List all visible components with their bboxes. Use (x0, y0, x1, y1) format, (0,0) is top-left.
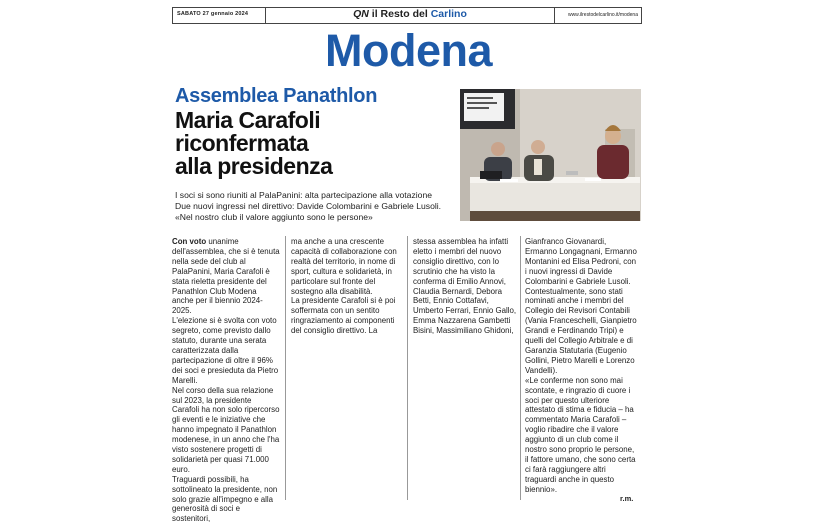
summary-line: «Nel nostro club il valore aggiunto sono le persone» (175, 212, 373, 222)
paragraph: unanime dell'assemblea, che si è tenuta nella sede del club al PalaPanini, Maria Carafoli è stata rieletta presidente del Panathlon Club Modena anche per il biennio 2024-2025. (172, 237, 280, 316)
summary-line: I soci si sono riuniti al PalaPanini: alta partecipazione alla votazione (175, 190, 433, 200)
section-title: Modena (324, 25, 492, 76)
article-column-4 (525, 237, 638, 495)
logo-il-resto-del: il Resto del (371, 8, 428, 20)
masthead (172, 7, 642, 24)
paragraph: Gianfranco Giovanardi, Ermanno Longagnani, Ermanno Montanini ed Elisa Pedroni, con i nuovi ingressi di Davide Colombarini e Gabriele Lusoli. Contestualmente, sono stati nominati anche i membri del Collegio dei Revisori Contabili (Vania Franceschelli, Gianpietro Grandi e Ferdinando Tripi) e quelli del Collegio Arbitrale e di Garanzia Statutaria (Eugenio Gollini, Pietro Marelli e Lorenzo Vandelli). (525, 237, 637, 375)
article-column-1 (172, 237, 280, 524)
paragraph: Traguardi possibili, ha sottolineato la presidente, non solo grazie all'impegno e alla generosità di soci e sostenitori, (172, 474, 278, 524)
paragraph: ma anche a una crescente capacità di collaborazione con realtà del territorio, in nome di sport, cultura e solidarietà, in particolare sul fronte del sostegno alla disabilità. (291, 237, 397, 296)
article-headline (175, 109, 460, 178)
issue-date: SABATO 27 gennaio 2024 (177, 11, 249, 17)
article-kicker: Assemblea Panathlon (175, 85, 378, 107)
summary-line: Due nuovi ingressi nel direttivo: Davide Colombarini e Gabriele Lusoli. (175, 201, 442, 211)
column-divider (520, 236, 521, 500)
column-divider (285, 236, 286, 500)
article-photo (460, 89, 641, 221)
headline-line: Maria Carafoli (175, 107, 321, 133)
headline-line: alla presidenza (175, 153, 333, 179)
website-url: www.ilrestodelcarlino.it/modena (567, 12, 638, 18)
paragraph: L'elezione si è svolta con voto segreto, come previsto dallo statuto, durante una serata caratterizzata dalla partecipazione di oltre il 96% dei soci e presieduta da Pietro Marelli. (172, 316, 279, 385)
lead-in: Con voto (172, 237, 207, 246)
article-column-3 (413, 237, 519, 336)
newspaper-logo (266, 8, 554, 20)
paragraph: Nel corso della sua relazione sul 2023, la presidente Carafoli ha non solo ripercorso gli eventi e le iniziative che hanno impegnato il Panathlon modenese, in un anno che l'ha visto sostenere progetti di solidarietà per quasi 71.000 euro. (172, 385, 280, 474)
paragraph: stessa assemblea ha infatti eletto i membri del nuovo consiglio direttivo, con lo scrutinio che ha visto la conferma di Emilio Annovi, Claudia Bernardi, Debora Betti, Ennio Cottafavi, Umberto Ferrari, Ennio Gallo, Emma Nazzarena Gambetti Bisini, Massimiliano Ghidoni, (413, 237, 517, 336)
masthead-brand-box (265, 7, 555, 24)
author-signature: r.m. (620, 494, 634, 503)
paragraph: «Le conferme non sono mai scontate, e ringrazio di cuore i soci per questo ulteriore attestato di stima e fiducia – ha commentato Maria Carafoli – voglio ribadire che il valore aggiunto di un club come il nostro sono proprio le persone, il fattore umano, che sono certa ci farà raggiungere altri traguardi anche in questo biennio». (525, 375, 636, 494)
paragraph: La presidente Carafoli si è poi soffermata con un sentito ringraziamento ai componenti del consiglio direttivo. La (291, 296, 396, 336)
column-divider (407, 236, 408, 500)
article-summary (175, 190, 460, 223)
article-column-2 (291, 237, 401, 336)
assembly-photo-illustration (460, 89, 641, 221)
logo-carlino: Carlino (430, 8, 467, 20)
qn-logo: QN (353, 8, 369, 20)
headline-line: riconfermata (175, 130, 309, 156)
